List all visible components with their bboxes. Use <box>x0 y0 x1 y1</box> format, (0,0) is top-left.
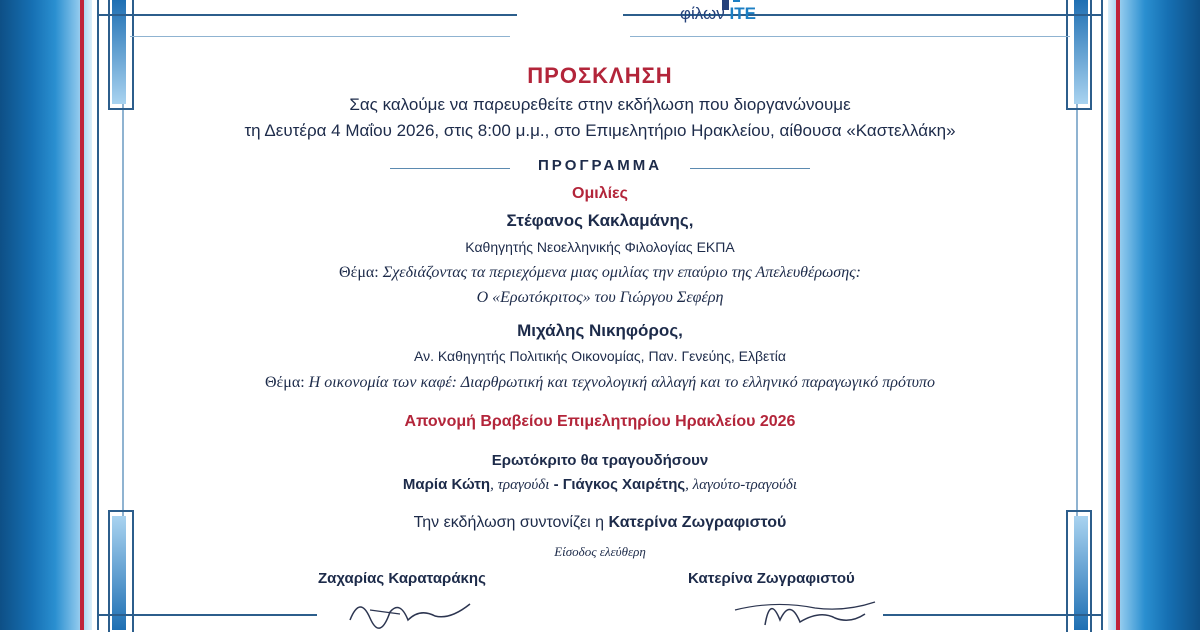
speaker-2-name: Μιχάλης Νικηφόρος, <box>517 321 683 340</box>
frame-corner-top-left <box>108 0 134 110</box>
frame-line <box>122 40 124 590</box>
entry-note: Είσοδος ελεύθερη <box>554 544 646 559</box>
speaker-1-topic: Θέμα: Σχεδιάζοντας τα περιεχόμενα μιας ομιλίας την επαύριο της Απελευθέρωσης: <box>339 264 861 281</box>
coordinator-line: Την εκδήλωση συντονίζει η Κατερίνα Ζωγραφιστού <box>413 514 787 531</box>
right-red-stripe <box>1116 0 1120 630</box>
frame-corner-top-right <box>1066 0 1092 110</box>
program-heading-text: ΠΡΟΓΡΑΜΜΑ <box>537 157 663 174</box>
signatory-2-name: Κατερίνα Ζωγραφιστού <box>688 570 855 587</box>
divider <box>690 168 810 169</box>
program-heading <box>390 157 810 179</box>
logo <box>608 0 788 50</box>
speaker-1-name: Στέφανος Κακλαμάνης, <box>506 211 694 230</box>
performer-2: Γιάγκος Χαιρέτης <box>562 476 686 493</box>
music-performers: Μαρία Κώτη, τραγούδι - Γιάγκος Χαιρέτης, λαγούτο-τραγούδι <box>402 476 798 493</box>
frame-band <box>112 516 126 630</box>
frame-band <box>1074 0 1088 104</box>
speaker-2-role: Αν. Καθηγητής Πολιτικής Οικονομίας, Παν. Γενεύης, Ελβετία <box>414 348 786 364</box>
signatory-1-name: Ζαχαρίας Καραταράκης <box>318 570 486 587</box>
invitation-title: ΠΡΟΣΚΛΗΣΗ <box>527 63 673 88</box>
right-blue-edge <box>1108 0 1200 630</box>
frame-corner-bottom-right <box>1066 510 1092 632</box>
talks-heading: Ομιλίες <box>572 185 628 202</box>
performer-2-role: , λαγούτο-τραγούδι <box>685 477 798 493</box>
speaker-2-topic: Θέμα: Η οικονομία των καφέ: Διαρθρωτική και τεχνολογική αλλαγή και το ελληνικό παραγωγικό πρότυπο <box>264 374 936 391</box>
speaker-1-topic-line-2: Ο «Ερωτόκριτος» του Γιώργου Σεφέρη <box>476 289 724 306</box>
logo-text-line2: φίλων ΙΤΕ <box>679 4 756 23</box>
signature-1-image <box>340 590 490 630</box>
performer-1-role: , τραγούδι <box>490 477 550 493</box>
frame-line <box>1101 0 1103 630</box>
music-heading: Ερωτόκριτο θα τραγουδήσουν <box>491 452 709 469</box>
speaker-1-role: Καθηγητής Νεοελληνικής Φιλολογίας ΕΚΠΑ <box>465 239 735 255</box>
coordinator-name: Κατερίνα Ζωγραφιστού <box>608 514 787 531</box>
award-heading: Απονομή Βραβείου Επιμελητηρίου Ηρακλείου 2026 <box>404 413 796 430</box>
left-blue-edge <box>0 0 92 630</box>
frame-line <box>97 0 99 630</box>
frame-band <box>1074 516 1088 630</box>
intro-line-1: Σας καλούμε να παρευρεθείτε στην εκδήλωση που διοργανώνουμε <box>349 95 851 114</box>
left-red-stripe <box>80 0 84 630</box>
frame-band <box>112 0 126 104</box>
signature-2-image <box>725 590 885 630</box>
frame-line <box>1076 40 1078 590</box>
logo-text-line1 <box>608 0 748 2</box>
frame-corner-bottom-left <box>108 510 134 632</box>
invitation-content <box>140 0 1060 630</box>
intro-line-2: τη Δευτέρα 4 Μαΐου 2026, στις 8:00 μ.μ., στο Επιμελητήριο Ηρακλείου, αίθουσα «Καστελλάκη» <box>244 121 956 140</box>
performer-1: Μαρία Κώτη <box>402 476 491 493</box>
